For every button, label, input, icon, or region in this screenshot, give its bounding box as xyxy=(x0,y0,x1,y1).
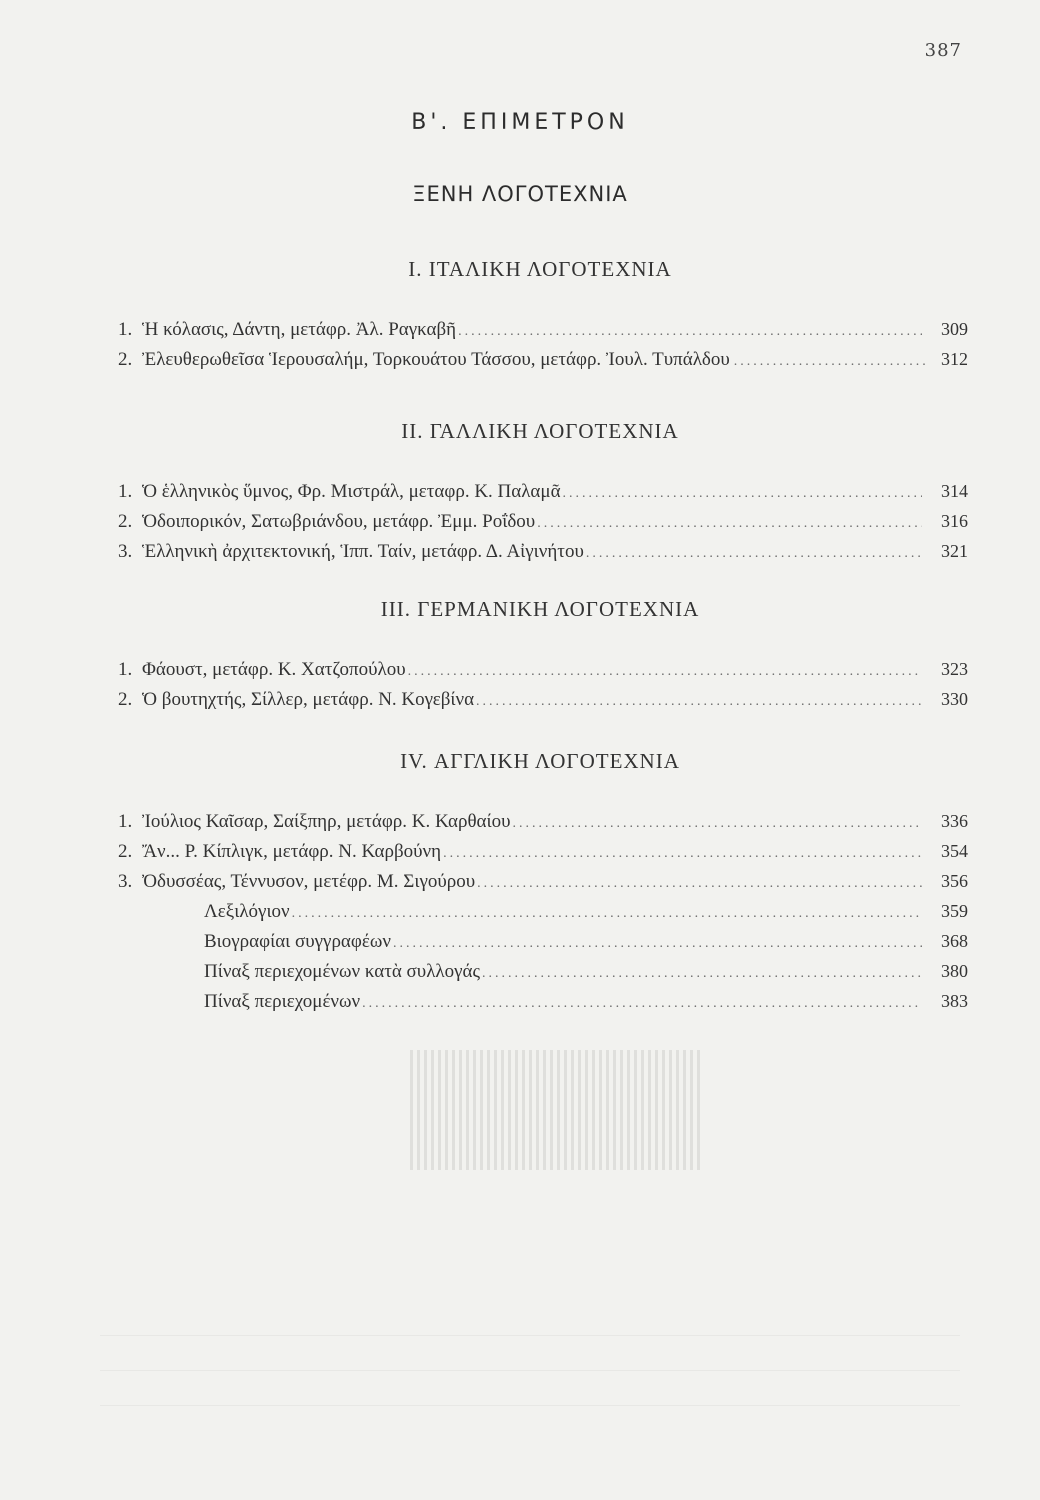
show-through-mark xyxy=(410,1050,700,1170)
entry-number: 2. xyxy=(118,511,133,532)
entry-number: 3. xyxy=(118,541,133,562)
entry-list xyxy=(118,314,968,374)
entry-title: Πίναξ περιεχομένων κατὰ συλλογάς xyxy=(204,961,481,982)
entry-page: 314 xyxy=(941,481,968,501)
entry-page: 336 xyxy=(941,811,968,831)
entry-title: Ἄν... Ρ. Κίπλιγκ, μετάφρ. Ν. Καρβούνη xyxy=(142,841,442,862)
toc-entry[interactable] xyxy=(118,536,968,566)
toc-entry[interactable] xyxy=(118,684,968,714)
toc-entry[interactable] xyxy=(118,836,968,866)
toc-entry[interactable] xyxy=(118,344,968,374)
entry-number: 2. xyxy=(118,689,133,710)
entry-title: Πίναξ περιεχομένων xyxy=(204,991,361,1012)
entry-number: 1. xyxy=(118,319,133,340)
toc-entry[interactable] xyxy=(118,506,968,536)
toc-entry[interactable] xyxy=(118,654,968,684)
toc-entry[interactable] xyxy=(118,866,968,896)
section-heading: ΙV. ΑΓΓΛΙΚΗ ΛΟΓΟΤΕΧΝΙΑ xyxy=(400,749,680,773)
entry-list xyxy=(118,806,968,1016)
toc-entry[interactable] xyxy=(118,896,968,926)
toc-entry[interactable] xyxy=(118,476,968,506)
toc-entry[interactable] xyxy=(118,956,968,986)
entry-number: 3. xyxy=(118,871,133,892)
entry-page: 312 xyxy=(941,349,968,369)
entry-number: 2. xyxy=(118,349,133,370)
entry-title: Ὀδυσσέας, Τέννυσον, μετέφρ. Μ. Σιγούρου xyxy=(142,871,476,892)
entry-list xyxy=(118,476,968,566)
section-heading: Ι. ΙΤΑΛΙΚΗ ΛΟΓΟΤΕΧΝΙΑ xyxy=(408,257,672,281)
subtitle: ΞΕΝΗ ΛΟΓΟΤΕΧΝΙΑ xyxy=(412,182,628,206)
toc-entry[interactable] xyxy=(118,806,968,836)
dot-leader xyxy=(482,959,922,989)
dot-leader xyxy=(563,479,922,509)
toc-entry[interactable] xyxy=(118,314,968,344)
entry-title: Φάουστ, μετάφρ. Κ. Χατζοπούλου xyxy=(142,659,406,680)
show-through-line xyxy=(100,1335,960,1336)
entry-title: Ὁ ἑλληνικὸς ὕμνος, Φρ. Μιστράλ, μεταφρ. Κ. Παλαμᾶ xyxy=(142,481,561,502)
toc-entry[interactable] xyxy=(118,986,968,1016)
entry-title: Λεξιλόγιον xyxy=(204,901,290,922)
section-heading: ΙΙ. ΓΑΛΛΙΚΗ ΛΟΓΟΤΕΧΝΙΑ xyxy=(401,419,679,443)
entry-page: 368 xyxy=(941,931,968,951)
show-through-line xyxy=(100,1405,960,1406)
dot-leader xyxy=(537,509,922,539)
section-german xyxy=(0,594,1040,714)
appendix-title: Β'. ΕΠΙΜΕΤΡΟΝ xyxy=(411,110,629,135)
entry-page: 354 xyxy=(941,841,968,861)
entry-title: Ἰούλιος Καῖσαρ, Σαίξπηρ, μετάφρ. Κ. Καρθαίου xyxy=(142,811,511,832)
show-through-line xyxy=(100,1370,960,1371)
entry-title: Ἑλληνικὴ ἀρχιτεκτονική, Ἱππ. Ταίν, μετάφρ. Δ. Αἰγινήτου xyxy=(142,541,584,562)
section-italian xyxy=(0,254,1040,374)
toc-entry[interactable] xyxy=(118,926,968,956)
entry-list xyxy=(118,654,968,714)
entry-title: Ἡ κόλασις, Δάντη, μετάφρ. Ἀλ. Ραγκαβῆ xyxy=(142,319,457,340)
page-number: 387 xyxy=(924,40,962,61)
entry-title: Ἐλευθερωθεῖσα Ἱερουσαλήμ, Τορκουάτου Τάσσου, μετάφρ. Ἰουλ. Τυπάλδου xyxy=(142,349,730,370)
entry-page: 356 xyxy=(941,871,968,891)
entry-page: 330 xyxy=(941,689,968,709)
dot-leader xyxy=(362,989,922,1019)
dot-leader xyxy=(476,687,922,717)
dot-leader xyxy=(443,839,922,869)
entry-title: Ὁ βουτηχτής, Σίλλερ, μετάφρ. Ν. Κογεβίνα xyxy=(142,689,475,710)
dot-leader xyxy=(477,869,922,899)
dot-leader xyxy=(586,539,922,569)
entry-page: 323 xyxy=(941,659,968,679)
entry-page: 316 xyxy=(941,511,968,531)
dot-leader xyxy=(458,317,922,347)
section-french xyxy=(0,416,1040,566)
dot-leader xyxy=(734,347,926,377)
entry-page: 380 xyxy=(941,961,968,981)
entry-title: Βιογραφίαι συγγραφέων xyxy=(204,931,391,952)
entry-page: 359 xyxy=(941,901,968,921)
dot-leader xyxy=(292,899,922,929)
section-english xyxy=(0,746,1040,1016)
entry-page: 383 xyxy=(941,991,968,1011)
dot-leader xyxy=(408,657,922,687)
section-heading: ΙΙΙ. ΓΕΡΜΑΝΙΚΗ ΛΟΓΟΤΕΧΝΙΑ xyxy=(380,597,700,621)
entry-number: 2. xyxy=(118,841,133,862)
dot-leader xyxy=(393,929,922,959)
entry-number: 1. xyxy=(118,659,133,680)
entry-page: 321 xyxy=(941,541,968,561)
entry-page: 309 xyxy=(941,319,968,339)
entry-title: Ὁδοιπορικόν, Σατωβριάνδου, μετάφρ. Ἐμμ. Ροΐδου xyxy=(142,511,536,532)
dot-leader xyxy=(513,809,922,839)
entry-number: 1. xyxy=(118,811,133,832)
entry-number: 1. xyxy=(118,481,133,502)
